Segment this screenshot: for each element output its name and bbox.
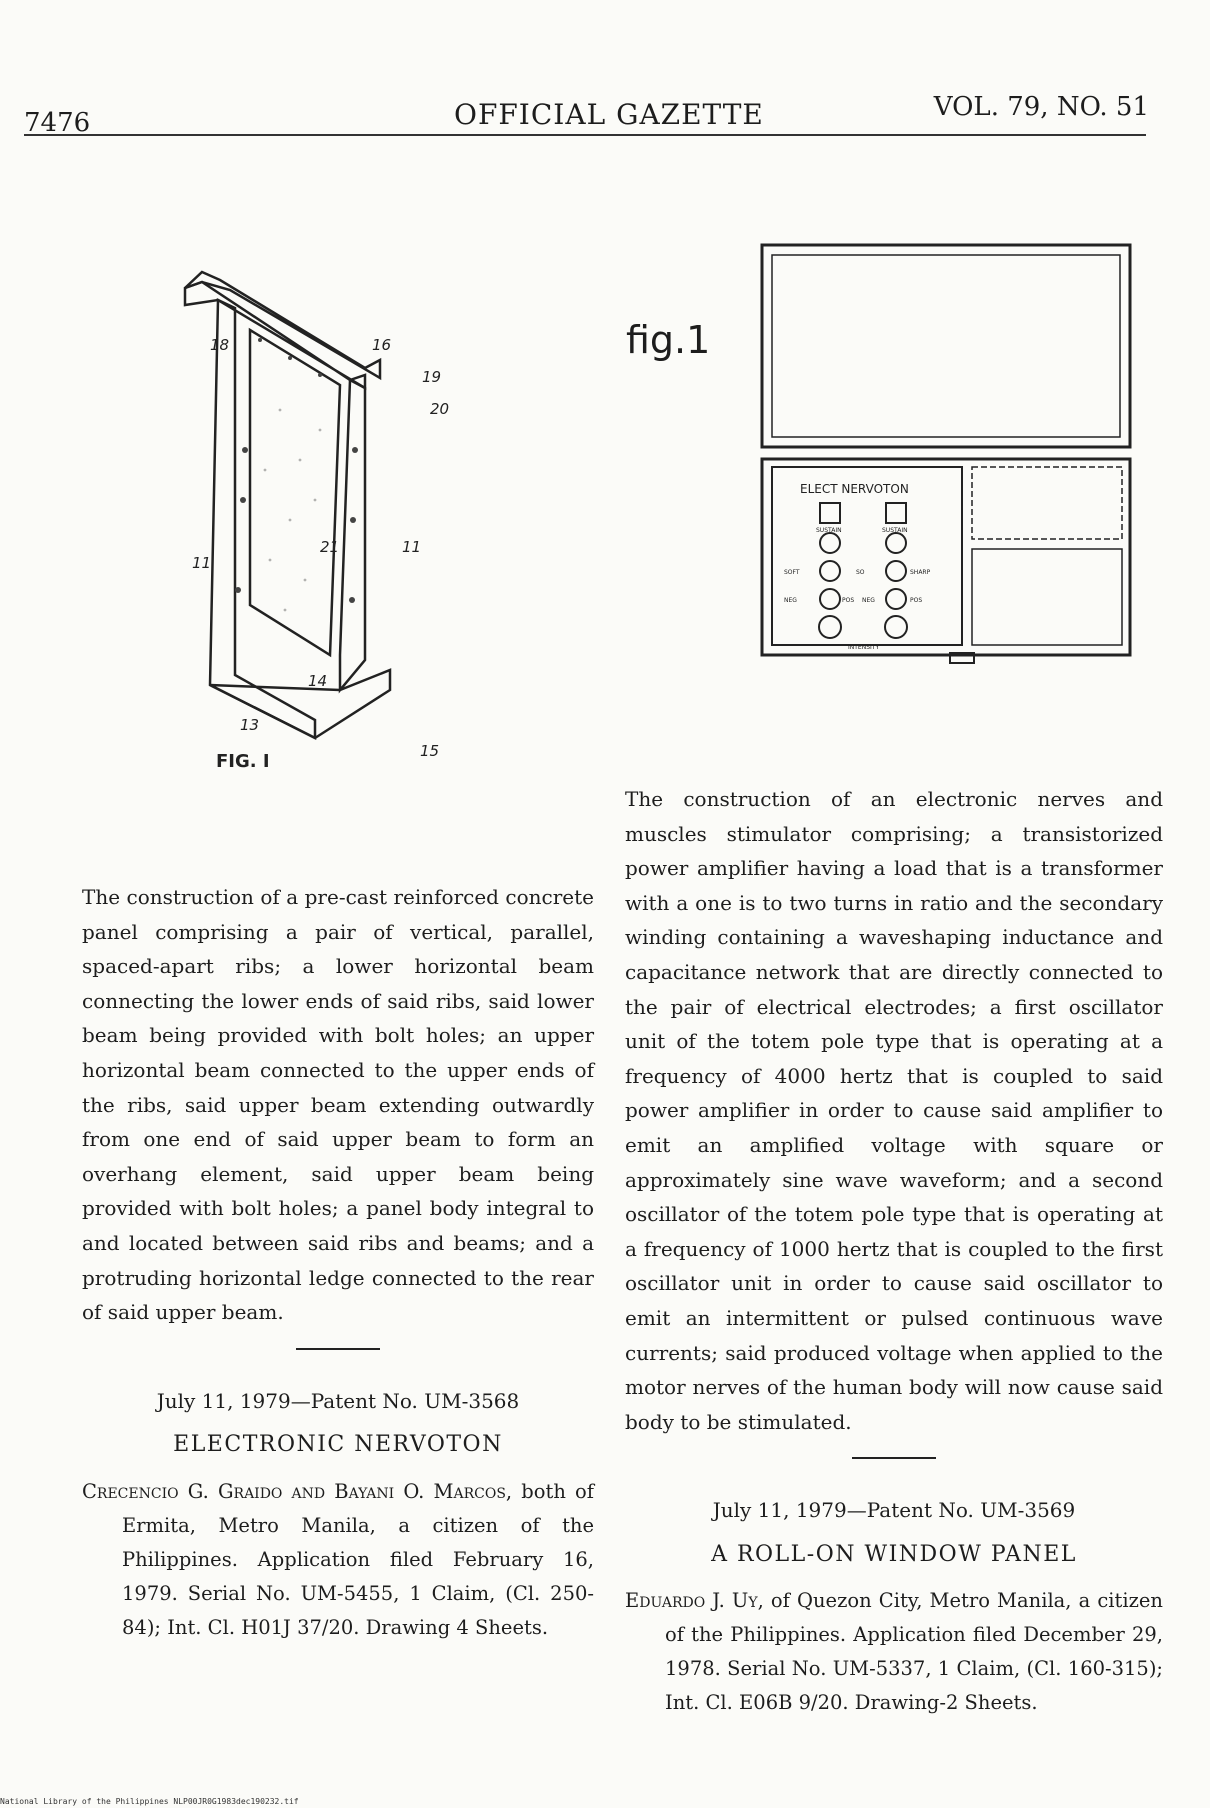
fig-1-label: fig.1 (626, 318, 711, 362)
application-details: both of Ermita, Metro Manila, a citizen of the Philippines. Application filed February 16, 1979. Serial No. UM-5455, 1 Claim, (Cl. 250-84); Int. Cl. H01J 37/20. Drawing 4 Sheets. (122, 1479, 594, 1639)
svg-text:SUSTAIN: SUSTAIN (816, 527, 842, 534)
nervoton-device-drawing (758, 235, 1138, 675)
patent-inventor-info (625, 1584, 1163, 1720)
inventor-names: Crecencio G. Graido and Bayani O. Marcos, (82, 1479, 513, 1503)
svg-text:POS: POS (910, 597, 923, 604)
svg-text:11: 11 (402, 538, 422, 556)
patent-date: July 11, 1979—Patent No. UM-3568 (156, 1388, 520, 1413)
svg-text:NEG: NEG (784, 597, 797, 604)
publication-title: OFFICIAL GAZETTE (454, 98, 764, 131)
svg-text:SUSTAIN: SUSTAIN (882, 527, 908, 534)
fig-label: FIG. I (216, 751, 270, 772)
right-column (625, 782, 1163, 1720)
svg-text:INTENSITY: INTENSITY (848, 644, 880, 651)
svg-text:14: 14 (308, 672, 328, 690)
svg-text:18: 18 (210, 336, 230, 354)
svg-text:POS: POS (842, 597, 855, 604)
header-rule (24, 134, 1146, 136)
inventor-names: Eduardo J. Uy, (625, 1589, 764, 1613)
svg-text:ELECT NERVOTON: ELECT NERVOTON (800, 482, 909, 496)
patent-title: A ROLL-ON WINDOW PANEL (711, 1541, 1077, 1567)
svg-text:21: 21 (320, 538, 340, 556)
svg-text:13: 13 (240, 716, 260, 734)
svg-text:SOFT: SOFT (784, 569, 800, 576)
svg-text:16: 16 (372, 336, 392, 354)
page-number: 7476 (24, 108, 91, 138)
svg-text:SHARP: SHARP (910, 569, 931, 576)
section-divider (296, 1348, 380, 1350)
svg-text:15: 15 (420, 742, 440, 760)
svg-text:19: 19 (422, 368, 442, 386)
patent-inventor-info (82, 1475, 594, 1645)
claim-text: The construction of a pre-cast reinforced concrete panel comprising a pair of vertical, parallel, spaced-apart ribs; a lower horizontal beam connecting the lower ends of said ribs, said lower beam being provided with bolt holes; an upper horizontal beam connected to the upper ends of the ribs, said upper beam extending outwardly from one end of said upper beam to form an overhang element, said upper beam being provided with bolt holes; a panel body integral to and located between said ribs and beams; and a protruding horizontal ledge connected to the rear of said upper beam. (82, 885, 594, 1325)
left-column (82, 880, 594, 1645)
page-header (24, 92, 1149, 136)
claim-text: The construction of an electronic nerves and muscles stimulator comprising; a transistorized power amplifier having a load that is a transformer with a one is to two turns in ratio and the secondary winding containing a waveshaping inductance and capacitance network that are directly connected to the pair of electrical electrodes; a first oscillator unit of the totem pole type that is operating at a frequency of 4000 hertz that is coupled to said power amplifier in order to cause said amplifier to emit an amplified voltage with square or approximately sine wave waveform; and a second oscillator of the totem pole type that is operating at a frequency of 1000 hertz that is coupled to the first oscillator unit in order to cause said oscillator to emit an intermittent or pulsed continuous wave currents; said produced voltage when applied to the motor nerves of the human body will now cause said body to be stimulated. (625, 787, 1163, 1434)
application-details: of Quezon City, Metro Manila, a citizen of the Philippines. Application filed December 29, 1978. Serial No. UM-5337, 1 Claim, (Cl. 160-315); Int. Cl. E06B 9/20. Drawing-2 Sheets. (665, 1589, 1163, 1715)
svg-text:NEG: NEG (862, 597, 875, 604)
scan-footer: National Library of the Philippines NLP00JR0G1983dec190232.tif (0, 1797, 299, 1806)
svg-text:SO: SO (856, 569, 865, 576)
section-divider (852, 1457, 936, 1459)
svg-text:11: 11 (192, 554, 212, 572)
patent-title: ELECTRONIC NERVOTON (173, 1432, 503, 1458)
patent-date: July 11, 1979—Patent No. UM-3569 (712, 1498, 1076, 1523)
svg-text:20: 20 (430, 400, 450, 418)
concrete-panel-drawing (140, 260, 470, 790)
volume-number: VOL. 79, NO. 51 (933, 92, 1149, 122)
